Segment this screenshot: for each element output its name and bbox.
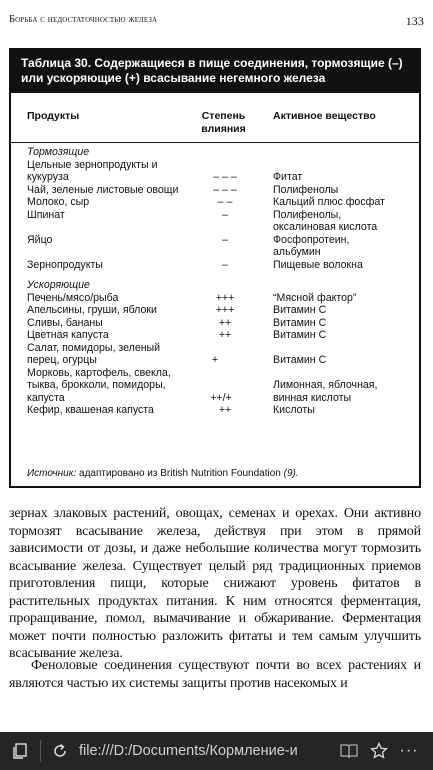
product-cell: Апельсины, груши, яблоки xyxy=(27,304,157,316)
product-cell: Печень/мясо/рыба xyxy=(27,291,119,304)
table-row xyxy=(11,292,419,305)
substance-cell: Полифенолы xyxy=(273,183,339,196)
table-row xyxy=(11,304,419,317)
degree-cell: + xyxy=(211,354,219,366)
nutrition-table xyxy=(9,48,421,488)
table-row xyxy=(11,329,419,342)
degree-cell: – xyxy=(222,233,228,246)
substance-cell: Витамин С xyxy=(273,354,327,366)
table-row xyxy=(11,209,419,234)
product-cell: Кефир, квашеная капуста xyxy=(27,404,154,416)
product-cell: Цветная капуста xyxy=(27,329,109,341)
body-paragraph-2: Феноловые соединения существуют почти во всех растениях и являются частью их системы защиты против насекомых и xyxy=(9,658,421,691)
substance-cell: Кислоты xyxy=(273,404,315,416)
source-text: адаптировано из British Nutrition Foundation xyxy=(79,468,281,479)
product-cell: Зернопродукты xyxy=(27,258,103,271)
degree-cell: – xyxy=(222,208,228,221)
table-source-note xyxy=(27,468,299,481)
substance-cell: Витамин С xyxy=(273,316,327,329)
degree-cell: – – xyxy=(217,196,233,208)
substance-cell: Витамин С xyxy=(273,304,327,316)
substance-cell: Фосфопротеин, альбумин xyxy=(273,233,350,258)
degree-cell: +++ xyxy=(215,291,235,304)
product-cell: Цельные зернопродукты и кукуруза xyxy=(27,158,158,183)
source-reference: (9). xyxy=(283,468,299,479)
column-header-degree: Степень влияния xyxy=(201,110,246,135)
reading-view-icon[interactable] xyxy=(334,732,364,770)
table-header-row xyxy=(11,102,419,143)
page-number: 133 xyxy=(405,14,424,28)
chapter-title: Борьба с недостаточностью железа xyxy=(9,14,158,25)
product-cell: Шпинат xyxy=(27,208,65,221)
product-cell: Молоко, сыр xyxy=(27,196,90,208)
product-cell: Морковь, картофель, свекла, тыква, брокколи, помидоры, капуста xyxy=(27,366,171,404)
table-row xyxy=(11,317,419,330)
substance-cell: Лимонная, яблочная, винная кислоты xyxy=(273,379,378,404)
group-label-inhibiting: Тормозящие xyxy=(27,146,90,158)
address-bar[interactable]: file:///D:/Documents/Кормление-и xyxy=(79,743,298,759)
table-row xyxy=(11,259,419,272)
table-row xyxy=(11,234,419,259)
more-icon[interactable]: ··· xyxy=(399,742,419,759)
product-cell: Чай, зеленые листовые овощи xyxy=(27,183,179,196)
page-header xyxy=(9,14,424,34)
degree-cell: – – – xyxy=(213,171,237,183)
substance-cell: Полифенолы, оксалиновая кислота xyxy=(273,208,378,233)
degree-cell: ++ xyxy=(218,329,232,341)
substance-cell: Фитат xyxy=(273,171,303,183)
degree-cell: ++/+ xyxy=(210,391,232,404)
substance-cell: Кальций плюс фосфат xyxy=(273,196,385,208)
table-row xyxy=(11,184,419,197)
substance-cell: “Мясной фактор” xyxy=(273,291,357,304)
substance-cell: Пищевые волокна xyxy=(273,258,363,271)
tabs-icon[interactable] xyxy=(6,732,36,770)
refresh-icon[interactable] xyxy=(45,732,75,770)
table-body xyxy=(11,146,419,417)
table-caption: Таблица 30. Содержащиеся в пище соединения, тормозящие (–) или ускоряющие (+) всасывание негемного железа xyxy=(11,50,419,93)
degree-cell: ++ xyxy=(218,404,232,416)
product-cell: Салат, помидоры, зеленый перец, огурцы xyxy=(27,341,161,366)
table-row xyxy=(11,342,419,367)
degree-cell: – – – xyxy=(213,183,237,196)
product-cell: Яйцо xyxy=(27,233,53,246)
favorite-icon[interactable] xyxy=(364,732,394,770)
column-header-products: Продукты xyxy=(27,110,80,122)
group-label-enhancing: Ускоряющие xyxy=(27,279,90,291)
column-header-substance: Активное вещество xyxy=(273,110,376,122)
degree-cell: – xyxy=(222,258,228,271)
browser-bottom-bar xyxy=(0,732,433,770)
table-row xyxy=(11,159,419,184)
degree-cell: +++ xyxy=(215,304,235,316)
substance-cell: Витамин С xyxy=(273,329,327,341)
degree-cell: ++ xyxy=(218,316,232,329)
table-row xyxy=(11,367,419,405)
product-cell: Сливы, бананы xyxy=(27,316,103,329)
source-label: Источник: xyxy=(27,468,77,479)
body-paragraph-1: зернах злаковых растений, овощах, семенах и орехах. Они активно тормозят всасывание железа, действуя при этом в прямой зависимости от дозы, и даже небольшие количества могут тормозить всасывание железа. Существует целый ряд традиционных приемов приготовления пищи, которые снижают уровень фитатов в растительных продуктах питания. К ним относятся ферментация, проращивание, помол, вымачивание и обжаривание. Ферментация может почти полностью разложить фитаты и тем самым улучшить всасывание железа. xyxy=(9,506,421,661)
table-row xyxy=(11,404,419,417)
table-row xyxy=(11,196,419,209)
